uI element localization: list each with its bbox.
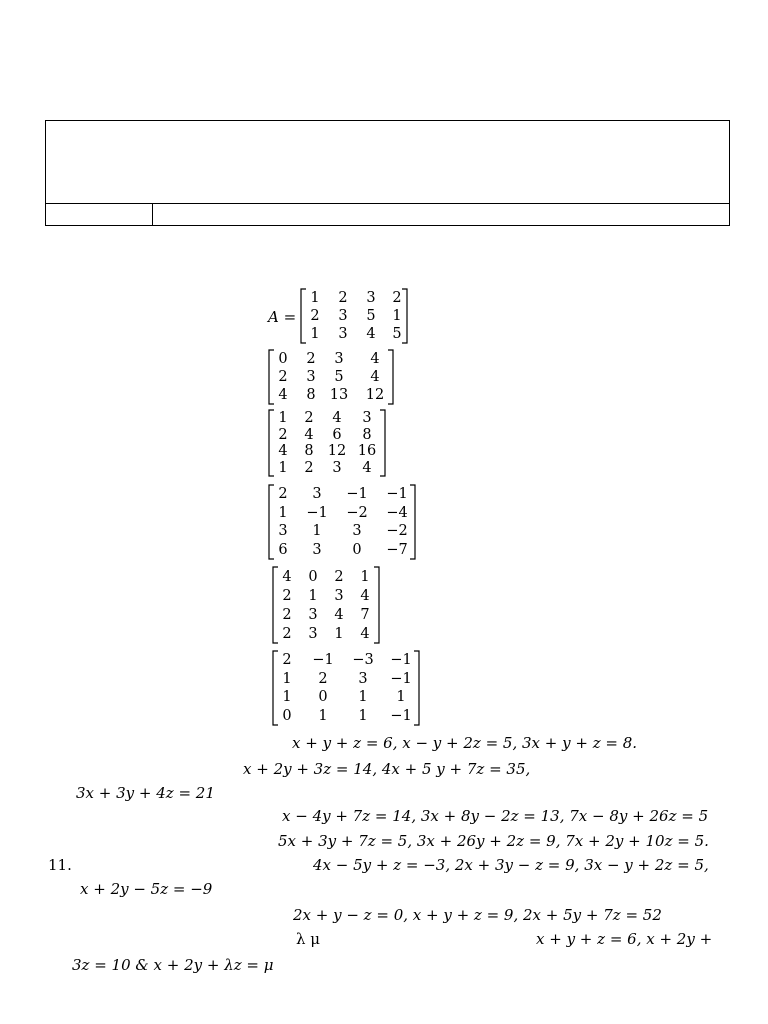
matrix-cell: 3: [332, 459, 342, 476]
matrix-cell: 2: [278, 426, 288, 443]
matrix-cell: 2: [278, 486, 288, 503]
matrix-cell: 4: [360, 625, 370, 642]
matrix-cell: −1: [346, 486, 368, 503]
equation-9: x + y + z = 6, x + 2y +: [536, 930, 713, 948]
matrix-cell: 2: [392, 290, 402, 306]
matrix-cell: 4: [334, 606, 344, 623]
matrix-cell: 3: [308, 606, 318, 623]
matrix-cell: 5: [334, 369, 344, 385]
equation-10: 3z = 10 & x + 2y + λz = μ: [72, 956, 274, 974]
matrix-cell: 2: [282, 606, 292, 623]
matrix-cell: −2: [386, 523, 408, 540]
matrix-cell: 1: [282, 689, 292, 706]
matrix-5: [272, 566, 380, 644]
matrix-cell: −4: [386, 504, 408, 521]
matrix-cell: 6: [332, 426, 342, 443]
matrix-cell: 2: [304, 459, 314, 476]
matrix-cell: 3: [308, 625, 318, 642]
equation-7: x + 2y − 5z = −9: [80, 880, 213, 898]
matrix-cell: 3: [362, 410, 372, 427]
matrix-cell: 6: [278, 541, 288, 558]
matrix-cell: 4: [304, 426, 314, 443]
matrix-cell: 4: [332, 410, 342, 427]
matrix-cell: 2: [278, 369, 288, 385]
matrix-cell: −1: [390, 670, 412, 687]
matrix-cell: 1: [278, 459, 288, 476]
matrix-cell: 1: [360, 568, 370, 585]
matrix-cell: 0: [278, 351, 288, 367]
matrix-cell: 12: [327, 443, 347, 460]
matrix-cell: 1: [310, 290, 320, 306]
matrix-cell: 1: [396, 689, 406, 706]
matrix-cell: 13: [329, 387, 349, 403]
matrix-cell: 1: [334, 625, 344, 642]
equation-4: x − 4y + 7z = 14, 3x + 8y − 2z = 13, 7x − 8y + 26z = 5: [282, 807, 709, 825]
matrix-cell: 7: [360, 606, 370, 623]
equation-1: x + y + z = 6, x − y + 2z = 5, 3x + y + z = 8.: [292, 734, 638, 752]
matrix-cell: 0: [352, 541, 362, 558]
matrix-4: [268, 484, 416, 560]
matrix-cell: 2: [310, 308, 320, 324]
header-row: [45, 203, 730, 226]
equation-2: x + 2y + 3z = 14, 4x + 5 y + 7z = 35,: [243, 760, 531, 778]
matrix-cell: −2: [346, 504, 368, 521]
matrix-cell: 2: [304, 410, 314, 427]
matrix-cell: 2: [338, 290, 348, 306]
matrix-cell: 1: [318, 707, 328, 724]
matrix-cell: 3: [312, 541, 322, 558]
matrix-cell: 2: [306, 351, 316, 367]
matrix-cell: 1: [310, 326, 320, 342]
matrix-cell: 3: [352, 523, 362, 540]
matrix-cell: 4: [282, 568, 292, 585]
matrix-cell: 8: [306, 387, 316, 403]
matrix-cell: −1: [390, 707, 412, 724]
matrix-cell: 2: [282, 652, 292, 669]
matrix-cell: 3: [334, 351, 344, 367]
matrix-cell: 2: [282, 625, 292, 642]
matrix-cell: 1: [278, 410, 288, 427]
matrix-cell: 0: [308, 568, 318, 585]
matrix-cell: 3: [334, 587, 344, 604]
matrix-cell: 3: [306, 369, 316, 385]
matrix-cell: 2: [282, 587, 292, 604]
matrix-cell: −1: [386, 486, 408, 503]
matrix-cell: 0: [282, 707, 292, 724]
problem-number-11: 11.: [48, 856, 72, 874]
matrix-cell: 8: [362, 426, 372, 443]
matrix-cell: −1: [306, 504, 328, 521]
matrix-cell: 3: [338, 326, 348, 342]
matrix-cell: 4: [362, 459, 372, 476]
header-row-divider: [152, 204, 153, 225]
matrix-cell: −1: [312, 652, 334, 669]
matrix-cell: 4: [278, 387, 288, 403]
matrix-cell: 1: [308, 587, 318, 604]
equation-5: 5x + 3y + 7z = 5, 3x + 26y + 2z = 9, 7x + 2y + 10z = 5.: [278, 832, 709, 850]
matrix-cell: 3: [366, 290, 376, 306]
matrix-cell: −3: [352, 652, 374, 669]
matrix-cell: 4: [360, 587, 370, 604]
matrix-6: [272, 650, 420, 726]
matrix-cell: 1: [358, 707, 368, 724]
matrix-cell: 1: [358, 689, 368, 706]
equation-6: 4x − 5y + z = −3, 2x + 3y − z = 9, 3x − y + 2z = 5,: [313, 856, 709, 874]
matrix-cell: 1: [278, 504, 288, 521]
matrix-2: [268, 349, 394, 405]
matrix-a-label: A =: [268, 308, 297, 326]
matrix-cell: 2: [318, 670, 328, 687]
matrix-cell: 4: [278, 443, 288, 460]
matrix-3: [268, 409, 386, 477]
matrix-cell: −1: [390, 652, 412, 669]
matrix-cell: 12: [365, 387, 385, 403]
matrix-cell: 16: [357, 443, 377, 460]
matrix-cell: 5: [366, 308, 376, 324]
matrix-cell: 5: [392, 326, 402, 342]
matrix-cell: −7: [386, 541, 408, 558]
equation-3: 3x + 3y + 4z = 21: [76, 784, 215, 802]
matrix-cell: 4: [366, 326, 376, 342]
matrix-cell: 3: [278, 523, 288, 540]
matrix-cell: 3: [312, 486, 322, 503]
matrix-cell: 1: [312, 523, 322, 540]
matrix-cell: 1: [392, 308, 402, 324]
header-box: [45, 120, 730, 204]
matrix-cell: 2: [334, 568, 344, 585]
matrix-cell: 3: [358, 670, 368, 687]
matrix-a: [300, 288, 408, 344]
matrix-cell: 8: [304, 443, 314, 460]
matrix-cell: 4: [370, 369, 380, 385]
equation-8: 2x + y − z = 0, x + y + z = 9, 2x + 5y + 7z = 52: [293, 906, 662, 924]
matrix-cell: 3: [338, 308, 348, 324]
matrix-cell: 1: [282, 670, 292, 687]
matrix-cell: 4: [370, 351, 380, 367]
matrix-cell: 0: [318, 689, 328, 706]
lambda-mu: λ μ: [296, 930, 321, 948]
